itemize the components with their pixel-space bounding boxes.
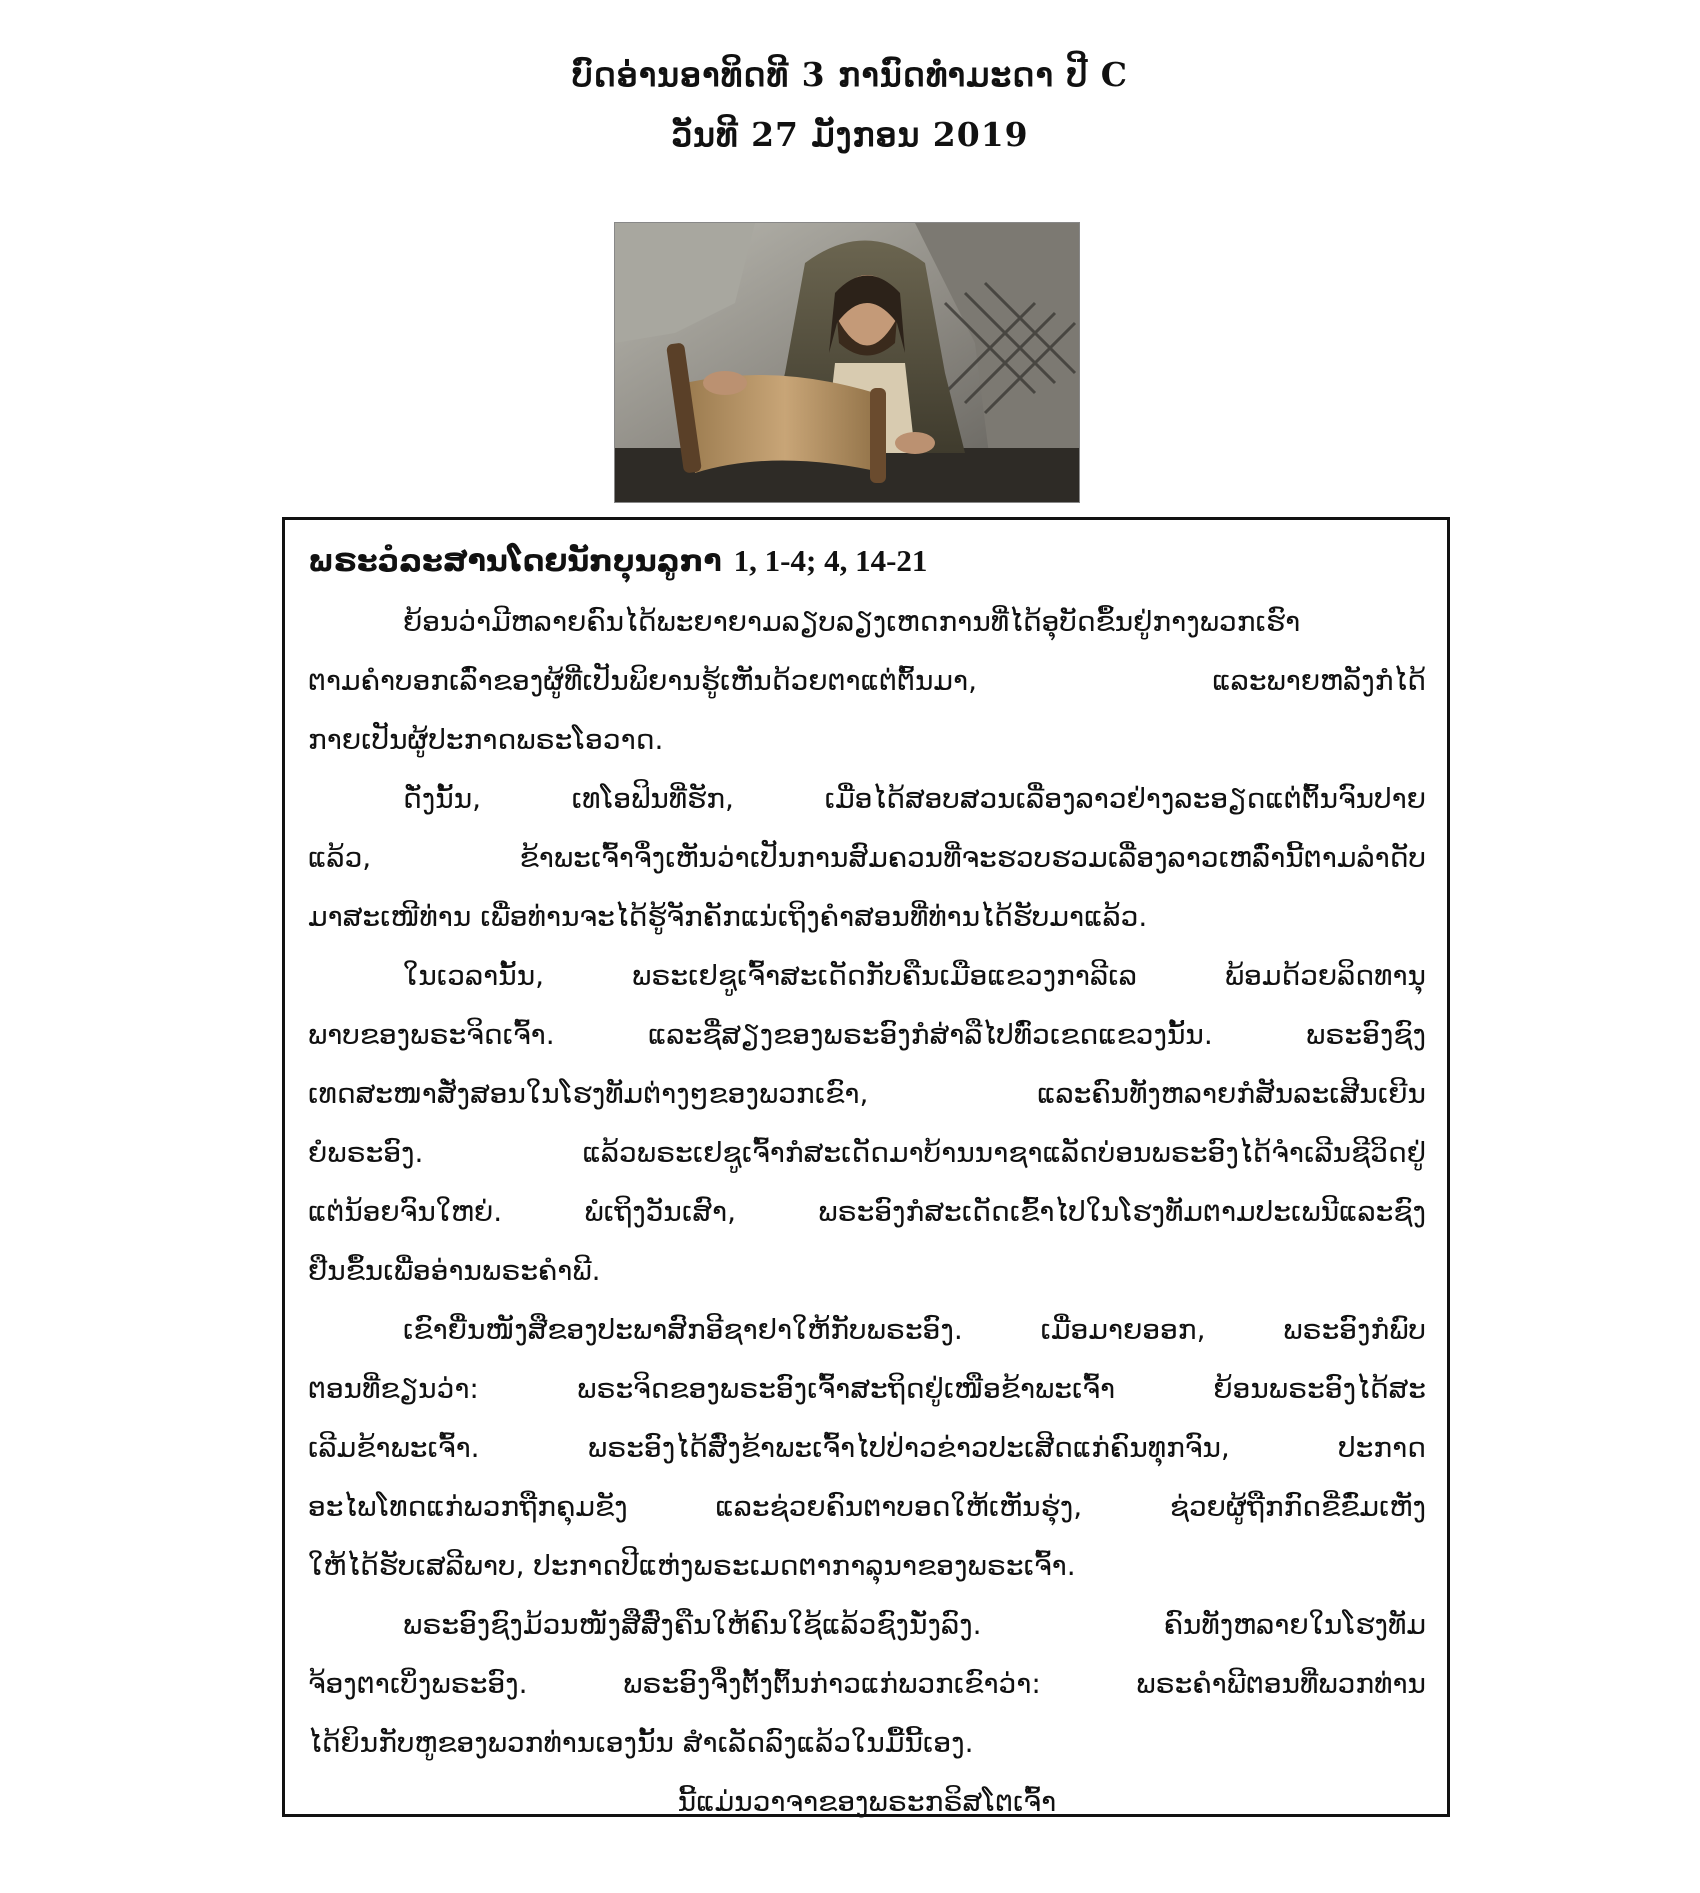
text-line: ເລີມຂ້າພະເຈົ້າ. ພຣະອົງໄດ້ສົ່ງຂ້າພະເຈົ້າໄປປ່າວຂ່າວປະເສີດແກ່ຄົນທຸກຈົນ, ປະກາດ: [308, 1431, 1426, 1464]
text-line: ຍໍພຣະອົງ. ແລ້ວພຣະເຢຊູເຈົ້າກໍສະເດັດມາບ້ານນາຊາແລັດບ່ອນພຣະອົງໄດ້ຈຳເລີນຊີວິດຢູ່: [308, 1136, 1426, 1169]
text-line: ພາບຂອງພຣະຈິດເຈົ້າ. ແລະຊື່ສຽງຂອງພຣະອົງກໍສ່າລືໄປທົ່ວເຂດແຂວງນັ້ນ. ພຣະອົງຊົງ: [308, 1018, 1426, 1051]
paragraph: [308, 769, 1426, 946]
text-line: ຕາມຄຳບອກເລົ່າຂອງຜູ້ທີ່ເປັນພິຍານຮູ້ເຫັນດ້ວຍຕາແຕ່ຕົ້ນມາ, ແລະພາຍຫລັງກໍໄດ້: [308, 664, 1426, 697]
text-line: ດັ່ງນັ້ນ, ເທໂອຟິນທີ່ຮັກ, ເມື່ອໄດ້ສອບສວນເລື່ອງລາວຢ່າງລະອຽດແຕ່ຕົ້ນຈົນປາຍ: [403, 782, 1426, 815]
reading-heading: [308, 543, 927, 579]
paragraph: [308, 1595, 1426, 1772]
page-date: ວັນທີ 27 ມັງກອນ 2019: [671, 115, 1029, 154]
text-line: ອະໄພໂທດແກ່ພວກຖືກຄຸມຂັງ ແລະຊ່ວຍຄົນຕາບອດໃຫ້ເຫັນຮຸ່ງ, ຊ່ວຍຜູ້ຖືກກົດຂີ່ຂົ່ມເຫັງ: [308, 1490, 1426, 1523]
text-line: ຍ້ອນວ່າມີຫລາຍຄົນໄດ້ພະຍາຍາມລຽບລຽງເຫດການທີ່ໄດ້ອຸບັດຂຶ້ນຢູ່ກາງພວກເຮົາ: [403, 605, 1301, 638]
text-line: ກາຍເປັນຜູ້ປະກາດພຣະໂອວາດ.: [308, 723, 664, 756]
text-line: ເທດສະໜາສັ່ງສອນໃນໂຮງທັມຕ່າງໆຂອງພວກເຂົາ, ແລະຄົນທັງຫລາຍກໍສັນລະເສີນເຍີນ: [308, 1077, 1426, 1110]
paragraph: [308, 946, 1426, 1300]
text-line: ພຣະອົງຊົງມ້ວນໜັງສືສົ່ງຄືນໃຫ້ຄົນໃຊ້ແລ້ວຊົງນັ່ງລົງ. ຄົນທັງຫລາຍໃນໂຮງທັມ: [403, 1608, 1426, 1641]
text-line: ເຂົາຍື່ນໜັງສືຂອງປະພາສົກອີຊາຢາໃຫ້ກັບພຣະອົງ. ເມື່ອມາຍອອກ, ພຣະອົງກໍພົບ: [403, 1313, 1426, 1346]
text-line: ແຕ່ນ້ອຍຈົນໃຫຍ່. ພໍເຖິງວັນເສົາ, ພຣະອົງກໍສະເດັດເຂົ້າໄປໃນໂຮງທັມຕາມປະເພນີແລະຊົງ: [308, 1195, 1426, 1228]
text-line: ແລ້ວ, ຂ້າພະເຈົ້າຈຶ່ງເຫັນວ່າເປັນການສົມຄວນທີ່ຈະຮວບຮວມເລື່ອງລາວເຫລົ່ານີ້ຕາມລຳດັບ: [308, 841, 1426, 874]
text-line: ໃນເວລານັ້ນ, ພຣະເຢຊູເຈົ້າສະເດັດກັບຄືນເມືອແຂວງກາລີເລ ພ້ອມດ້ວຍລິດທານຸ: [403, 959, 1426, 992]
text-line: ຢືນຂຶ້ນເພື່ອອ່ານພຣະຄຳພີ.: [308, 1254, 601, 1287]
gospel-reading-box: [282, 517, 1450, 1817]
page-title: ບົດອ່ານອາທິດທີ 3 ການົດທຳມະດາ ປີ C: [572, 55, 1128, 94]
reading-reference: 1, 1-4; 4, 14-21: [733, 543, 928, 578]
text-line: ໄດ້ຍິນກັບຫູຂອງພວກທ່ານເອງນັ້ນ ສຳເລັດລົງແລ້ວໃນມື້ນີ້ເອງ.: [308, 1726, 974, 1759]
text-line: ຕອນທີ່ຂຽນວ່າ: ພຣະຈິດຂອງພຣະອົງເຈົ້າສະຖິດຢູ່ເໜືອຂ້າພະເຈົ້າ ຍ້ອນພຣະອົງໄດ້ສະ: [308, 1372, 1426, 1405]
paragraph: [308, 592, 1426, 769]
text-line: ມາສະເໜີທ່ານ ເພື່ອທ່ານຈະໄດ້ຮູ້ຈັກຄັກແນ່ເຖິງຄຳສອນທີ່ທ່ານໄດ້ຮັບມາແລ້ວ.: [308, 900, 1148, 933]
reading-title: ພຣະວໍລະສານໂດຍນັກບຸນລູກາ: [308, 544, 722, 579]
paragraph: [308, 1300, 1426, 1595]
reading-passage: [308, 592, 1426, 1831]
text-line: ໃຫ້ໄດ້ຮັບເສລີພາບ, ປະກາດປີແຫ່ງພຣະເມດຕາກາລຸນາຂອງພຣະເຈົ້າ.: [308, 1549, 1076, 1582]
scroll-reading-figure-image: [614, 222, 1080, 503]
text-line: ຈ້ອງຕາເບິ່ງພຣະອົງ. ພຣະອົງຈຶ່ງຕັ້ງຕົ້ນກ່າວແກ່ພວກເຂົາວ່າ: ພຣະຄຳພີຕອນທີ່ພວກທ່ານ: [308, 1667, 1426, 1700]
closing-acclamation: ນີ້ແມ່ນວາຈາຂອງພຣະກຣິສໂຕເຈົ້າ: [677, 1785, 1057, 1818]
